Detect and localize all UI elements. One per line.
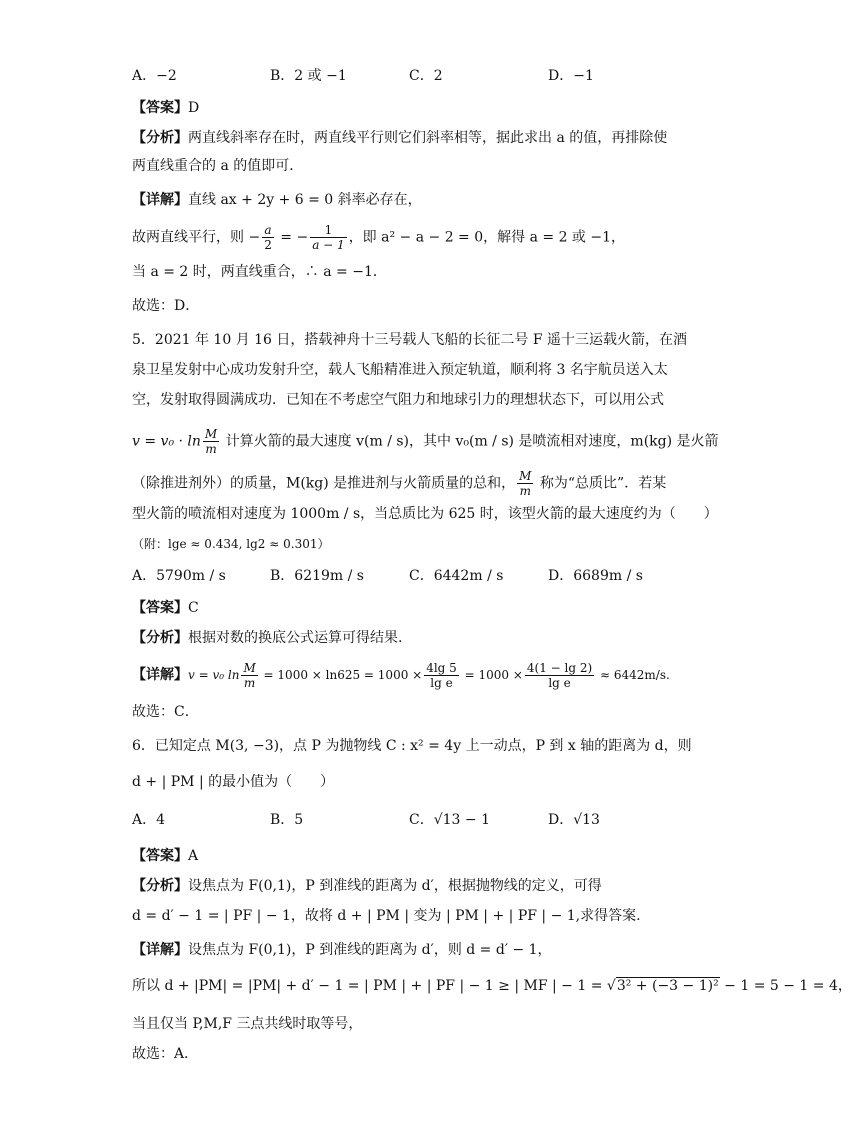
fraction-denominator: 2 [264, 238, 272, 252]
fraction-denominator: m [243, 676, 256, 690]
q4-option-b: B．2 或 −1 [270, 68, 347, 84]
q4-detail-line2 [132, 224, 625, 251]
detail-text: 故两直线平行，则 − [132, 229, 261, 246]
detail-text: 所以 d + |PM| = |PM| + d′ − 1 = | PM | + | PF | − 1 ≥ | MF | − 1 = [132, 978, 607, 994]
q6-detail-line2 [132, 976, 852, 996]
fraction [262, 224, 274, 251]
q4-options [132, 66, 732, 86]
q4-analysis-line1 [132, 128, 667, 148]
fraction-denominator: lg e [430, 676, 453, 690]
q4-option-c: C．2 [409, 68, 443, 84]
detail-text: = 1000 × ln625 = 1000 × [259, 668, 423, 682]
analysis-text: 设焦点为 F(0,1)，P 到准线的距离为 d′，根据抛物线的定义，可得 [188, 878, 602, 894]
q5-option-d: D．6689m / s [548, 568, 643, 584]
q5-select: 故选：C． [132, 704, 199, 720]
answer-value: D [188, 100, 200, 116]
q4-select: 故选：D． [132, 298, 200, 314]
detail-text: ≈ 6442m/s. [596, 668, 670, 682]
fraction-numerator: M [204, 427, 218, 441]
detail-tag: 【详解】 [132, 667, 188, 683]
analysis-tag: 【分析】 [132, 130, 188, 146]
q6-detail-line3: 当且仅当 P,M,F 三点共线时取等号， [132, 1016, 363, 1032]
q5-stem-line6: 型火箭的喷流相对速度为 1000m / s，当总质比为 625 时，该型火箭的最大速度约为（ ） [132, 506, 718, 522]
q5-analysis [132, 628, 402, 648]
fraction-denominator: a − 1 [312, 238, 345, 252]
q5-option-b: B．6219m / s [270, 568, 364, 584]
detail-text: 设焦点为 F(0,1)，P 到准线的距离为 d′，则 d = d′ − 1， [188, 942, 552, 958]
answer-tag: 【答案】 [132, 848, 188, 864]
q5-stem-line1: 5．2021 年 10 月 16 日，搭载神舟十三号载人飞船的长征二号 F 遥十三运载火箭，在酒 [132, 332, 688, 348]
q5-stem-line4 [132, 428, 719, 455]
detail-text: − 1 = 5 − 1 = 4， [719, 978, 852, 994]
stem-text: 计算火箭的最大速度 v(m / s)，其中 v₀(m / s) 是喷流相对速度，m(kg) 是火箭 [221, 433, 719, 450]
q5-options [132, 566, 732, 586]
analysis-tag: 【分析】 [132, 630, 188, 646]
q5-stem-line5 [132, 470, 666, 497]
q5-answer [132, 598, 199, 618]
fraction-numerator: M [243, 661, 256, 675]
detail-text: = 1000 × [460, 668, 523, 682]
answer-tag: 【答案】 [132, 600, 188, 616]
q5-option-a: A．5790m / s [132, 568, 226, 584]
analysis-text: 根据对数的换底公式运算可得结果. [188, 630, 403, 646]
q4-detail-line3: 当 a = 2 时，两直线重合，∴ a = −1． [132, 264, 387, 280]
fraction-denominator: m [205, 442, 217, 456]
q6-options [132, 810, 732, 830]
fraction-numerator: 4(1 − lg 2) [526, 661, 593, 675]
sqrt-content: 3² + (−3 − 1)² [616, 978, 719, 994]
detail-text: ，即 a² − a − 2 = 0，解得 a = 2 或 −1， [348, 229, 626, 246]
fraction-numerator: a [262, 224, 274, 238]
analysis-text: 两直线斜率存在时，两直线平行则它们斜率相等，据此求出 a 的值，再排除使 [188, 130, 668, 146]
fraction [424, 662, 459, 689]
q6-option-c: C．√13 − 1 [409, 812, 490, 828]
fraction-denominator: m [519, 484, 531, 498]
detail-text: v = v₀ ln [188, 668, 240, 682]
q4-option-a: A．−2 [132, 68, 177, 84]
analysis-tag: 【分析】 [132, 878, 188, 894]
stem-text: （除推进剂外）的质量，M(kg) 是推进剂与火箭质量的总和， [132, 475, 516, 492]
q5-stem-line2: 泉卫星发射中心成功发射升空，载人飞船精准进入预定轨道，顺利将 3 名宇航员送入太 [132, 362, 668, 378]
fraction [310, 224, 346, 251]
fraction-numerator: M [519, 469, 532, 483]
sqrt-symbol: √ [606, 978, 616, 994]
q4-answer [132, 98, 199, 118]
q6-stem-line2: d + | PM | 的最小值为（ ） [132, 774, 335, 790]
fraction [525, 662, 594, 689]
q6-stem-line1: 6．已知定点 M(3, −3)，点 P 为抛物线 C : x² = 4y 上一动点，P 到 x 轴的距离为 d，则 [132, 738, 692, 754]
q4-option-d: D．−1 [548, 68, 594, 84]
q6-option-d: D．√13 [548, 812, 600, 828]
q5-stem-line3: 空，发射取得圆满成功．已知在不考虑空气阻力和地球引力的理想状态下，可以用公式 [132, 392, 664, 408]
q5-option-c: C．6442m / s [409, 568, 504, 584]
answer-value: A [188, 848, 199, 864]
q6-analysis-line1 [132, 876, 602, 896]
q5-stem-line7: （附：lge ≈ 0.434, lg2 ≈ 0.301） [132, 537, 330, 551]
detail-tag: 【详解】 [132, 192, 188, 208]
fraction [517, 470, 533, 497]
fraction [241, 662, 257, 689]
fraction-numerator: 4lg 5 [426, 661, 457, 675]
q5-detail [132, 662, 670, 689]
detail-text: 直线 ax + 2y + 6 = 0 斜率必存在， [188, 192, 422, 208]
q6-answer [132, 846, 198, 866]
q6-option-b: B．5 [270, 812, 304, 828]
stem-text: 称为“总质比”．若某 [535, 475, 667, 492]
q6-option-a: A．4 [132, 812, 166, 828]
q4-detail-line1 [132, 190, 422, 210]
q4-analysis-line2: 两直线重合的 a 的值即可． [132, 158, 304, 174]
fraction-denominator: lg e [548, 676, 571, 690]
q6-analysis-line2: d = d′ − 1 = | PF | − 1，故将 d + | PM | 变为 | PM | + | PF | − 1,求得答案. [132, 908, 641, 924]
detail-tag: 【详解】 [132, 942, 188, 958]
q6-select: 故选：A． [132, 1046, 199, 1062]
fraction [203, 428, 219, 455]
answer-tag: 【答案】 [132, 100, 188, 116]
detail-text: = − [275, 229, 309, 246]
q6-detail-line1 [132, 940, 552, 960]
formula-text: v = v₀ · ln [132, 433, 201, 450]
fraction-numerator: 1 [310, 224, 346, 238]
answer-value: C [188, 600, 199, 616]
